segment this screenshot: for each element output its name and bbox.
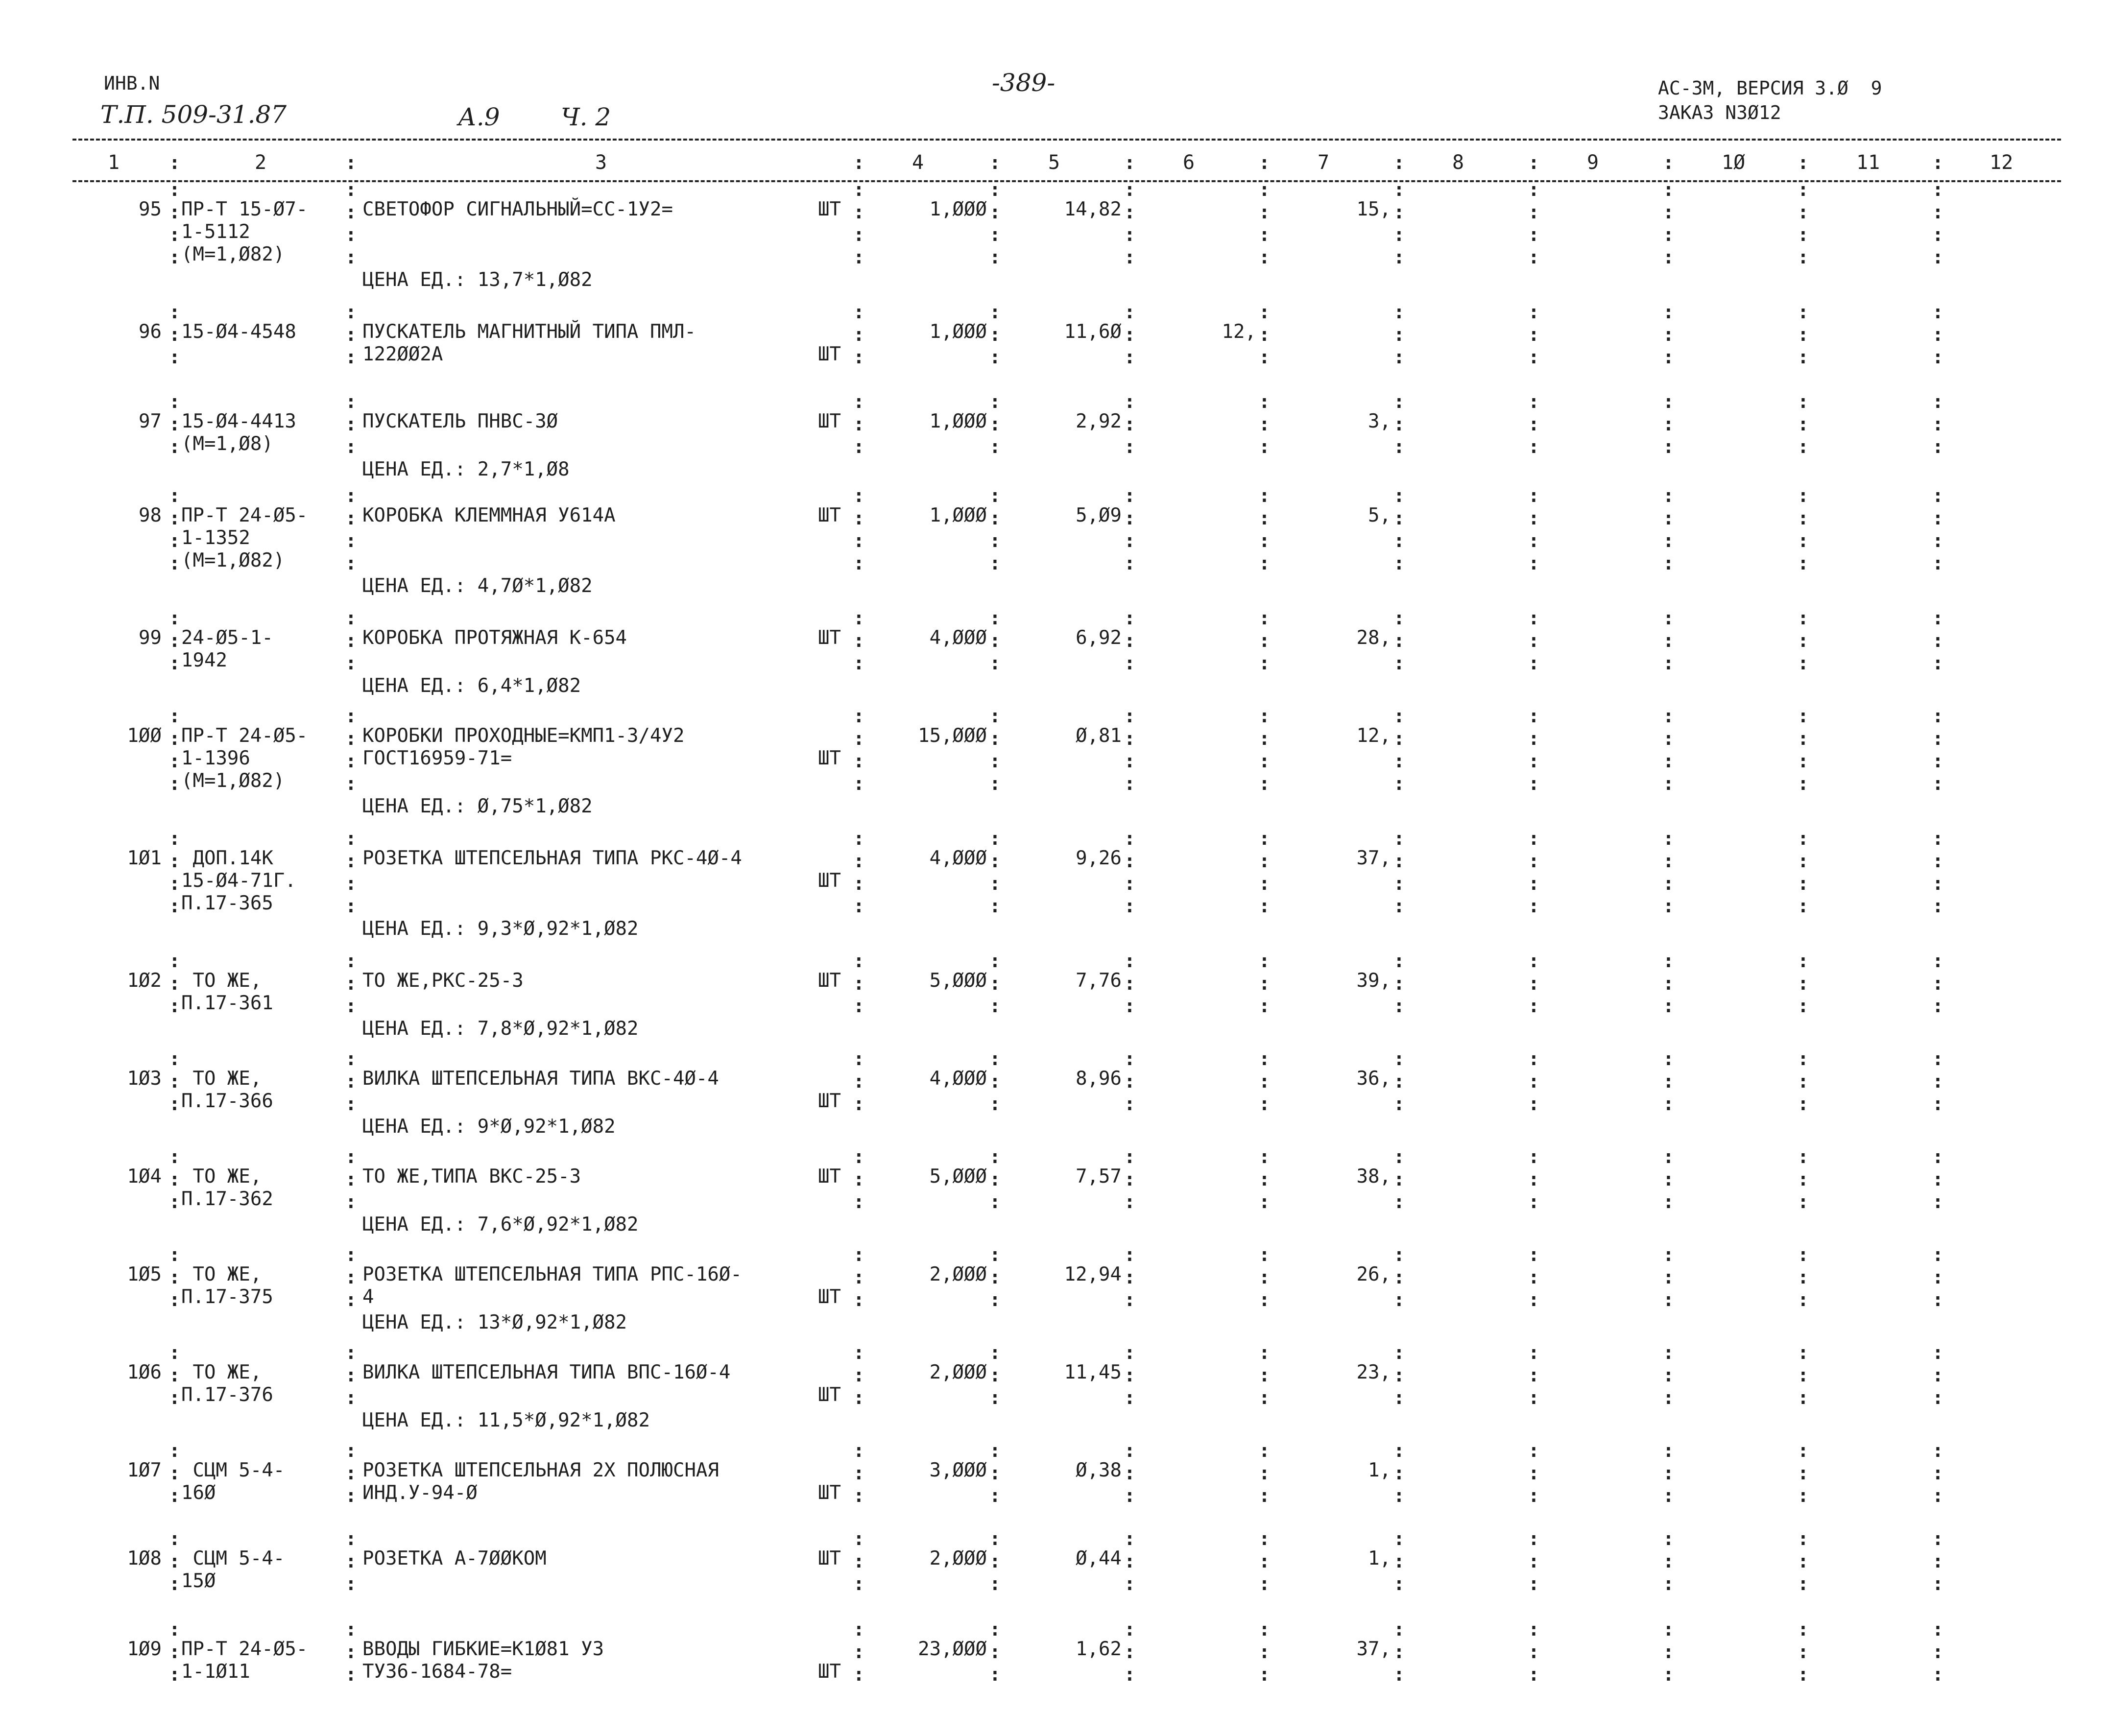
unit-of-measure: ШТ [818, 1090, 841, 1112]
row-number: 1Ø7 [127, 1459, 162, 1481]
table-row [0, 1263, 2111, 1361]
quantity: 5,ØØØ [929, 970, 987, 992]
resource-code: П.17-376 [181, 1384, 273, 1406]
cost-column-7: 26, [1356, 1263, 1391, 1285]
row-number: 97 [139, 410, 162, 432]
unit-price: 2,92 [1076, 410, 1122, 432]
cost-column-7: 15, [1356, 198, 1391, 220]
unit-of-measure: ШТ [818, 627, 841, 649]
price-note: ЦЕНА ЕД.: 4,7Ø*1,Ø82 [362, 575, 593, 597]
quantity: 4,ØØØ [929, 847, 987, 869]
quantity: 4,ØØØ [929, 627, 987, 649]
price-note: ЦЕНА ЕД.: 7,6*Ø,92*1,Ø82 [362, 1213, 639, 1236]
column-number: 2 [255, 151, 267, 174]
unit-price: 6,92 [1076, 627, 1122, 649]
cost-column-7: 36, [1356, 1068, 1391, 1090]
table-row [0, 970, 2111, 1068]
resource-name: ВИЛКА ШТЕПСЕЛЬНАЯ ТИПА ВПС-16Ø-4 [362, 1361, 731, 1383]
resource-code: 1-1352 [181, 527, 250, 549]
resource-code: ТО ЖЕ, [181, 1361, 262, 1383]
resource-code: ПР-Т 24-Ø5- [181, 504, 308, 526]
resource-code: 1-1396 [181, 747, 250, 769]
resource-name: 122ØØ2А [362, 343, 443, 365]
table-row [0, 1068, 2111, 1165]
unit-of-measure: ШТ [818, 1384, 841, 1406]
resource-code: ТО ЖЕ, [181, 1263, 262, 1285]
cost-column-7: 12, [1356, 725, 1391, 747]
column-number: 11 [1856, 151, 1880, 174]
resource-code: П.17-365 [181, 892, 273, 914]
resource-code: П.17-361 [181, 992, 273, 1014]
row-number: 95 [139, 198, 162, 220]
unit-price: 12,94 [1064, 1263, 1122, 1285]
resource-code: 16Ø [181, 1482, 216, 1504]
row-number: 1Ø1 [127, 847, 162, 869]
resource-name: СВЕТОФОР СИГНАЛЬНЫЙ=СС-1У2= [362, 198, 673, 220]
price-note: ЦЕНА ЕД.: 9*Ø,92*1,Ø82 [362, 1116, 616, 1138]
resource-code: ПР-Т 24-Ø5- [181, 725, 308, 747]
album-number: А.9 [458, 103, 500, 131]
table-row [0, 1638, 2111, 1736]
resource-name: РОЗЕТКА ШТЕПСЕЛЬНАЯ ТИПА РКС-4Ø-4 [362, 847, 742, 869]
unit-price: 5,Ø9 [1076, 504, 1122, 526]
table-row [0, 1165, 2111, 1263]
resource-code: (М=1,Ø82) [181, 243, 285, 265]
table-row [0, 1361, 2111, 1459]
table-row [0, 725, 2111, 823]
quantity: 4,ØØØ [929, 1068, 987, 1090]
table-row [0, 847, 2111, 945]
resource-name: ТО ЖЕ,РКС-25-3 [362, 970, 524, 992]
resource-code: ТО ЖЕ, [181, 1165, 262, 1188]
unit-price: 7,57 [1076, 1165, 1122, 1188]
row-number: 96 [139, 321, 162, 343]
cost-column-7: 5, [1368, 504, 1391, 526]
resource-name: КОРОБКА КЛЕММНАЯ У614А [362, 504, 616, 526]
cost-column-7: 3, [1368, 410, 1391, 432]
resource-name: ТО ЖЕ,ТИПА ВКС-25-3 [362, 1165, 581, 1188]
row-number: 1Ø9 [127, 1638, 162, 1660]
quantity: 15,ØØØ [918, 725, 987, 747]
quantity: 1,ØØØ [929, 321, 987, 343]
unit-of-measure: ШТ [818, 1482, 841, 1504]
price-note: ЦЕНА ЕД.: 11,5*Ø,92*1,Ø82 [362, 1409, 650, 1431]
cost-column-7: 39, [1356, 970, 1391, 992]
resource-name: 4 [362, 1286, 374, 1308]
resource-code: 1-5112 [181, 221, 250, 243]
resource-name: ПУСКАТЕЛЬ ПНВС-3Ø [362, 410, 558, 432]
column-number: 3 [595, 151, 607, 174]
quantity: 5,ØØØ [929, 1165, 987, 1188]
unit-of-measure: ШТ [818, 410, 841, 432]
row-number: 1Ø6 [127, 1361, 162, 1383]
resource-name: КОРОБКИ ПРОХОДНЫЕ=КМП1-3/4У2 [362, 725, 685, 747]
price-note: ЦЕНА ЕД.: 13*Ø,92*1,Ø82 [362, 1311, 627, 1333]
table-row [0, 1459, 2111, 1557]
column-number: 4 [912, 151, 924, 174]
column-number: 6 [1183, 151, 1195, 174]
quantity: 2,ØØØ [929, 1547, 987, 1570]
part-number: Ч. 2 [561, 103, 611, 131]
resource-name: РОЗЕТКА ШТЕПСЕЛЬНАЯ 2Х ПОЛЮСНАЯ [362, 1459, 719, 1481]
resource-name: ПУСКАТЕЛЬ МАГНИТНЫЙ ТИПА ПМЛ- [362, 321, 696, 343]
column-number: 12 [1990, 151, 2014, 174]
unit-of-measure: ШТ [818, 504, 841, 526]
row-number: 1Ø2 [127, 970, 162, 992]
resource-name: ВИЛКА ШТЕПСЕЛЬНАЯ ТИПА ВКС-4Ø-4 [362, 1068, 719, 1090]
quantity: 2,ØØØ [929, 1263, 987, 1285]
table-row [0, 1547, 2111, 1645]
resource-code: 1942 [181, 649, 227, 671]
cost-column-7: 1, [1368, 1547, 1391, 1570]
unit-of-measure: ШТ [818, 747, 841, 769]
resource-code: (М=1,Ø8) [181, 433, 273, 455]
column-number: 7 [1318, 151, 1330, 174]
unit-price: 9,26 [1076, 847, 1122, 869]
price-note: ЦЕНА ЕД.: 7,8*Ø,92*1,Ø82 [362, 1018, 639, 1040]
resource-name: ВВОДЫ ГИБКИЕ=К1Ø81 У3 [362, 1638, 604, 1660]
resource-code: 15Ø [181, 1570, 216, 1592]
row-number: 1Ø4 [127, 1165, 162, 1188]
unit-price: 8,96 [1076, 1068, 1122, 1090]
document-code: Т.П. 509-31.87 [100, 100, 287, 129]
table-row [0, 627, 2111, 725]
resource-code: 15-Ø4-71Г. [181, 870, 296, 892]
quantity: 1,ØØØ [929, 410, 987, 432]
quantity: 3,ØØØ [929, 1459, 987, 1481]
table-row [0, 410, 2111, 508]
price-note: ЦЕНА ЕД.: 2,7*1,Ø8 [362, 458, 570, 480]
resource-code: СЦМ 5-4- [181, 1547, 285, 1570]
resource-code: 1-1Ø11 [181, 1661, 250, 1683]
system-version: АС-3М, ВЕРСИЯ 3.Ø 9 [1658, 77, 1882, 99]
cost-column-7: 28, [1356, 627, 1391, 649]
cost-column-7: 38, [1356, 1165, 1391, 1188]
column-number: 9 [1587, 151, 1599, 174]
resource-code: П.17-366 [181, 1090, 273, 1112]
row-number: 1Ø5 [127, 1263, 162, 1285]
price-note: ЦЕНА ЕД.: Ø,75*1,Ø82 [362, 795, 593, 817]
resource-code: ПР-Т 24-Ø5- [181, 1638, 308, 1660]
unit-of-measure: ШТ [818, 198, 841, 220]
unit-price: 7,76 [1076, 970, 1122, 992]
unit-price: 11,45 [1064, 1361, 1122, 1383]
unit-price: 1,62 [1076, 1638, 1122, 1660]
unit-price: Ø,44 [1076, 1547, 1122, 1570]
unit-of-measure: ШТ [818, 1547, 841, 1570]
row-number: 98 [139, 504, 162, 526]
unit-of-measure: ШТ [818, 1165, 841, 1188]
cost-column-7: 1, [1368, 1459, 1391, 1481]
unit-price: 11,6Ø [1064, 321, 1122, 343]
resource-name: ТУ36-1684-78= [362, 1661, 512, 1683]
resource-code: ДОП.14К [181, 847, 273, 869]
column-number: 1 [108, 151, 120, 174]
unit-of-measure: ШТ [818, 870, 841, 892]
resource-code: 15-Ø4-4548 [181, 321, 296, 343]
resource-name: ГОСТ16959-71= [362, 747, 512, 769]
unit-of-measure: ШТ [818, 1661, 841, 1683]
unit-price: 14,82 [1064, 198, 1122, 220]
order-number: ЗАКАЗ N3Ø12 [1658, 102, 1781, 123]
row-number: 1Ø8 [127, 1547, 162, 1570]
resource-name: РОЗЕТКА ШТЕПСЕЛЬНАЯ ТИПА РПС-16Ø- [362, 1263, 742, 1285]
resource-code: (М=1,Ø82) [181, 770, 285, 792]
row-number: 99 [139, 627, 162, 649]
column-number: 5 [1048, 151, 1060, 174]
resource-code: СЦМ 5-4- [181, 1459, 285, 1481]
cost-column-6: 12, [1222, 321, 1256, 343]
price-note: ЦЕНА ЕД.: 13,7*1,Ø82 [362, 269, 593, 291]
resource-code: П.17-362 [181, 1188, 273, 1210]
resource-code: ПР-Т 15-Ø7- [181, 198, 308, 220]
resource-name: РОЗЕТКА А-7ØØКОМ [362, 1547, 547, 1570]
resource-code: П.17-375 [181, 1286, 273, 1308]
table-row [0, 504, 2111, 602]
quantity: 1,ØØØ [929, 504, 987, 526]
price-note: ЦЕНА ЕД.: 9,3*Ø,92*1,Ø82 [362, 918, 639, 940]
inventory-label: ИНВ.N [104, 72, 160, 94]
resource-name: КОРОБКА ПРОТЯЖНАЯ К-654 [362, 627, 627, 649]
resource-code: 24-Ø5-1- [181, 627, 273, 649]
resource-code: 15-Ø4-4413 [181, 410, 296, 432]
quantity: 23,ØØØ [918, 1638, 987, 1660]
unit-price: Ø,38 [1076, 1459, 1122, 1481]
table-row [0, 198, 2111, 296]
page-number: -389- [992, 69, 1056, 97]
quantity: 2,ØØØ [929, 1361, 987, 1383]
unit-of-measure: ШТ [818, 1286, 841, 1308]
cost-column-7: 37, [1356, 1638, 1391, 1660]
row-number: 1ØØ [127, 725, 162, 747]
resource-code: ТО ЖЕ, [181, 1068, 262, 1090]
unit-of-measure: ШТ [818, 343, 841, 365]
price-note: ЦЕНА ЕД.: 6,4*1,Ø82 [362, 675, 581, 697]
table-row [0, 321, 2111, 419]
column-number: 8 [1452, 151, 1464, 174]
column-number: 1Ø [1722, 151, 1746, 174]
quantity: 1,ØØØ [929, 198, 987, 220]
resource-code: (М=1,Ø82) [181, 549, 285, 571]
row-number: 1Ø3 [127, 1068, 162, 1090]
unit-price: Ø,81 [1076, 725, 1122, 747]
unit-of-measure: ШТ [818, 970, 841, 992]
resource-code: ТО ЖЕ, [181, 970, 262, 992]
cost-column-7: 23, [1356, 1361, 1391, 1383]
cost-column-7: 37, [1356, 847, 1391, 869]
resource-name: ИНД.У-94-Ø [362, 1482, 478, 1504]
